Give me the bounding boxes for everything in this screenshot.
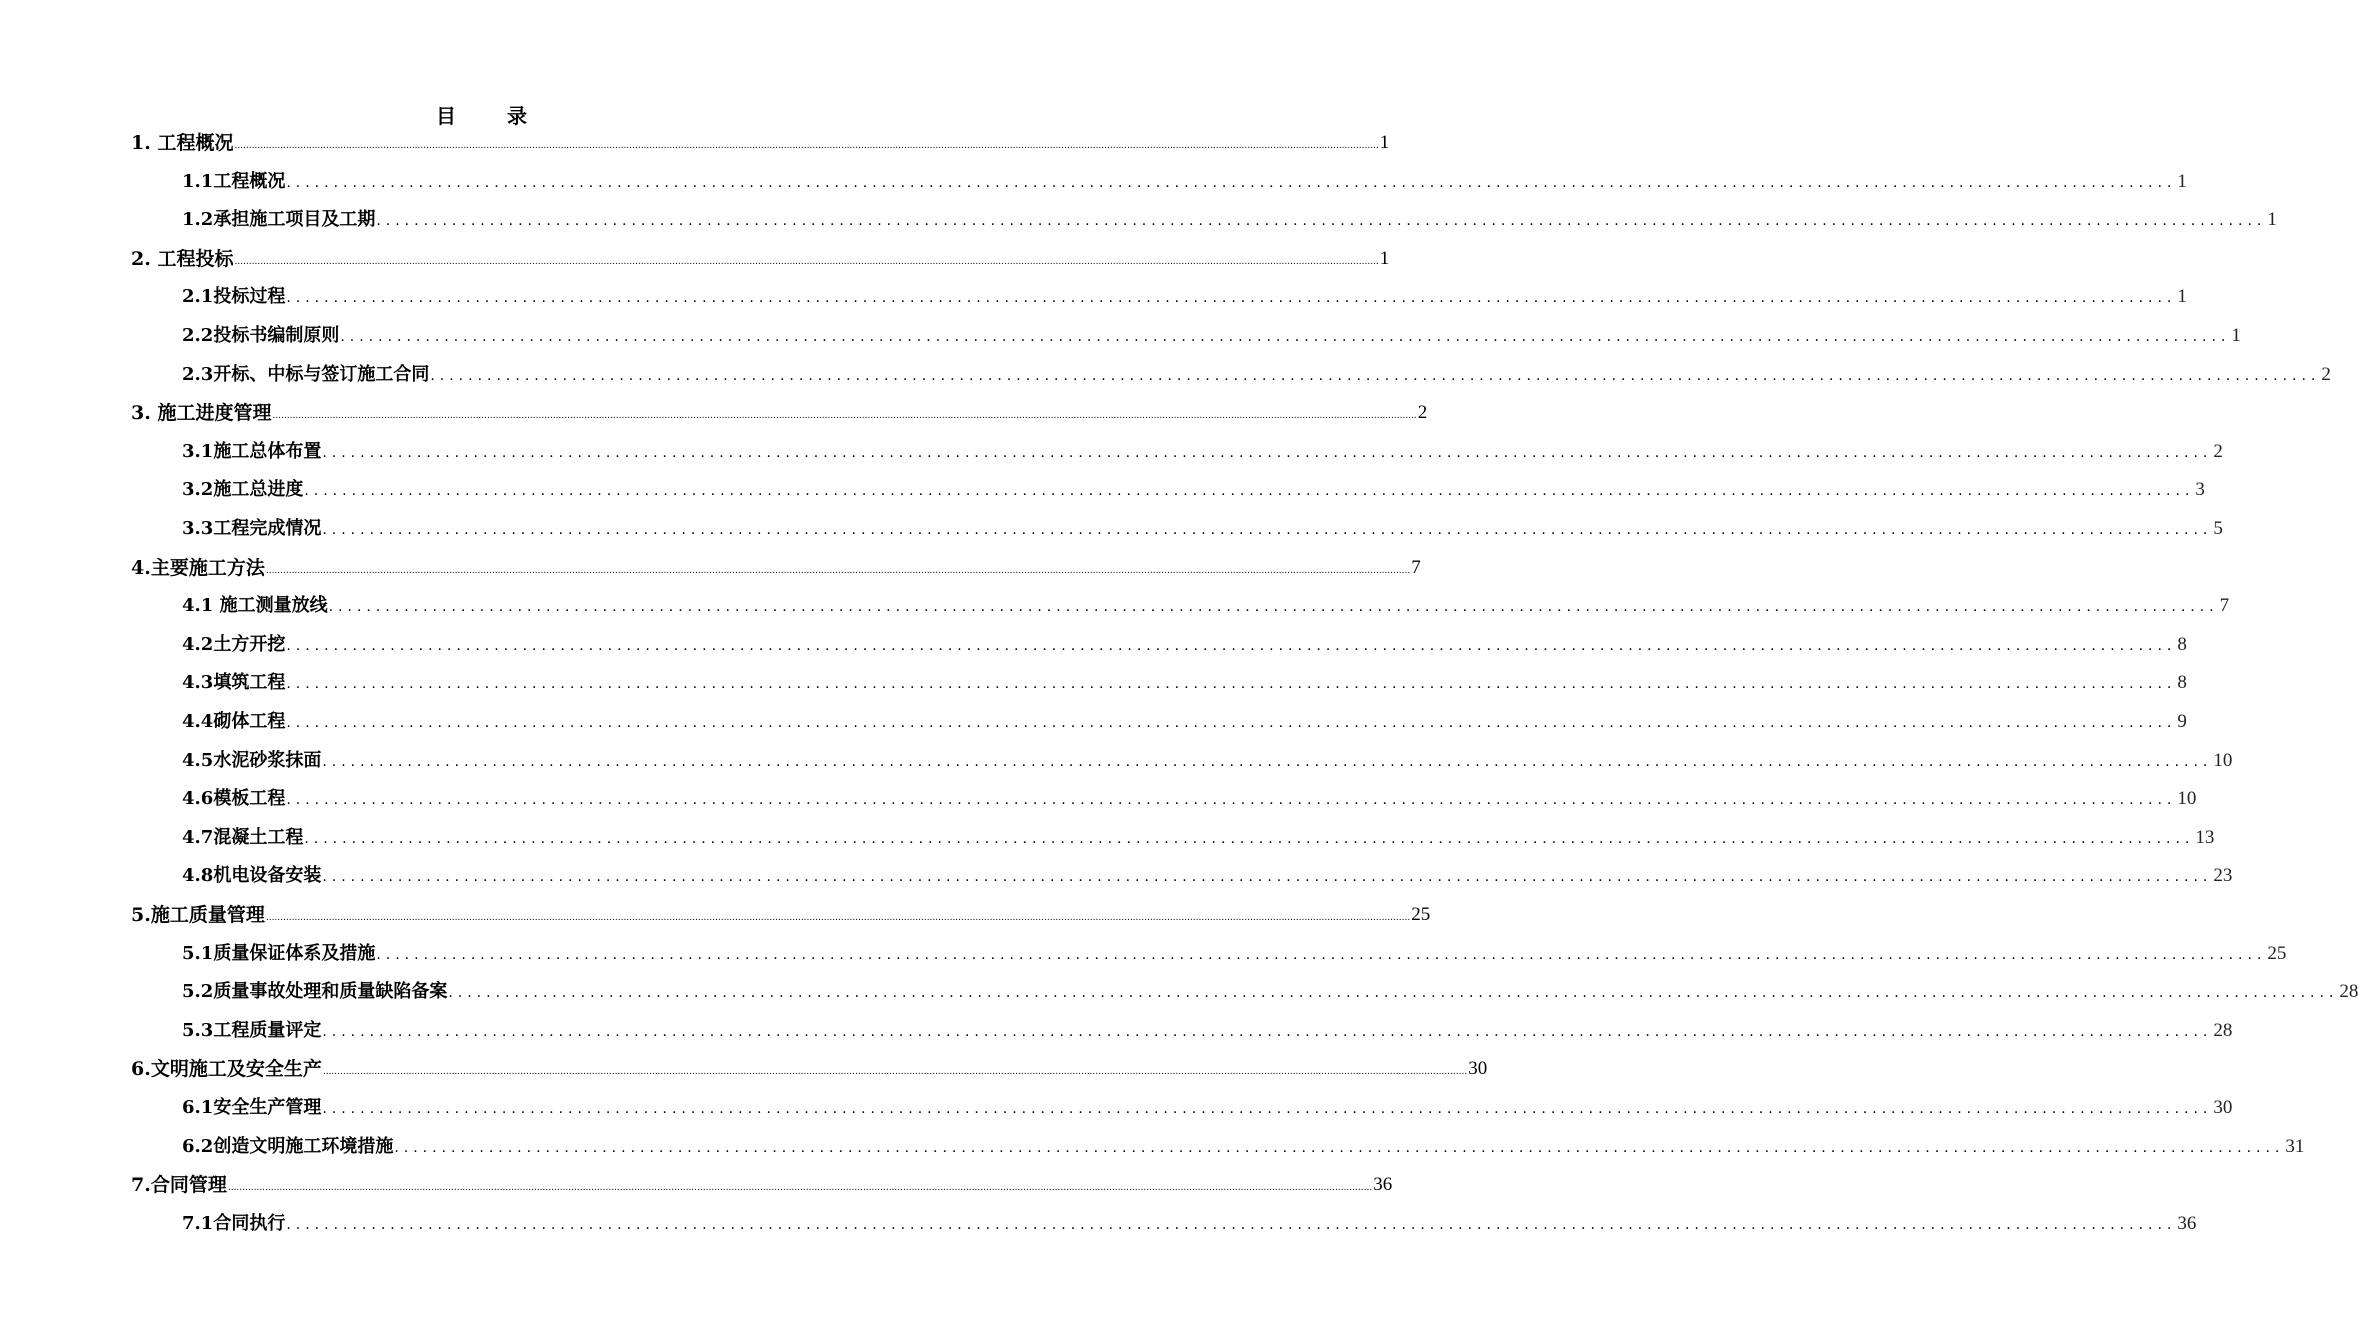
toc-dot-leader: ........................................................................................................................................................................................................ <box>430 367 2321 384</box>
toc-page-number: 28 <box>2339 981 2358 1003</box>
toc-dot-leader: ........................................................................................................................................................................................................ <box>322 1101 2213 1117</box>
toc-section-entry[interactable] <box>182 475 2205 505</box>
toc-dot-leader: ................................................................................................................................................................................................................................................................................................................................................................................................................ <box>265 913 1411 923</box>
toc-entry-label: 4.2土方开挖 <box>182 633 286 655</box>
toc-page-number: 8 <box>2177 633 2187 655</box>
toc-entry-label: 2.1投标过程 <box>182 286 286 308</box>
toc-dot-leader: ........................................................................................................................................................................................................ <box>340 329 2231 345</box>
toc-entry-label: 4.4砌体工程 <box>182 711 286 732</box>
toc-entry-label: 3. 施工进度管理 <box>131 402 272 425</box>
toc-section-entry[interactable] <box>182 1016 2233 1046</box>
toc-dot-leader: ................................................................................................................................................................................................................................................................................................................................................................................................................ <box>234 256 1379 267</box>
toc-section-entry[interactable] <box>182 167 2187 197</box>
toc-entry-label: 5.2质量事故处理和质量缺陷备案 <box>182 981 448 1003</box>
toc-entry-label: 2.3开标、中标与签订施工合同 <box>182 363 430 385</box>
toc-section-entry[interactable] <box>182 630 2187 660</box>
toc-dot-leader: ........................................................................................................................................................................................................ <box>286 676 2177 693</box>
toc-entry-label: 4.1 施工测量放线 <box>182 595 328 617</box>
toc-page-number: 2 <box>2321 363 2331 385</box>
toc-dot-leader: ................................................................................................................................................................................................................................................................................................................................................................................................................ <box>265 565 1411 576</box>
toc-page-number: 7 <box>2219 595 2230 617</box>
toc-chapter-entry[interactable] <box>131 553 1421 583</box>
toc-section-entry[interactable] <box>182 1093 2233 1123</box>
toc-chapter-entry[interactable] <box>131 1054 1488 1084</box>
toc-page-number: 10 <box>2177 788 2197 810</box>
toc-entry-label: 4.3填筑工程 <box>182 672 286 694</box>
toc-entry-label: 1. 工程概况 <box>131 132 234 154</box>
toc-dot-leader: ........................................................................................................................................................................................................ <box>286 715 2177 731</box>
toc-section-entry[interactable] <box>182 668 2187 698</box>
toc-page-number: 30 <box>1468 1058 1488 1080</box>
toc-entry-label: 5.1质量保证体系及措施 <box>182 942 376 964</box>
toc-section-entry[interactable] <box>182 321 2241 351</box>
toc-page-number: 9 <box>2177 711 2187 732</box>
toc-dot-leader: ........................................................................................................................................................................................................ <box>376 946 2267 963</box>
toc-page-number: 7 <box>1411 556 1421 578</box>
toc-entry-label: 6.文明施工及安全生产 <box>131 1058 322 1081</box>
toc-chapter-entry[interactable] <box>131 244 1390 274</box>
toc-page-number: 1 <box>2267 209 2277 231</box>
toc-dot-leader: ........................................................................................................................................................................................................ <box>376 213 2267 230</box>
toc-section-entry[interactable] <box>182 514 2223 544</box>
toc-section-entry[interactable] <box>182 939 2287 969</box>
toc-page-number: 25 <box>1411 904 1431 925</box>
toc-entry-label: 2. 工程投标 <box>131 247 234 270</box>
toc-dot-leader: ........................................................................................................................................................................................................ <box>322 1023 2213 1040</box>
toc-entry-label: 4.5水泥砂浆抹面 <box>182 749 322 771</box>
toc-page-number: 2 <box>2213 440 2223 462</box>
toc-chapter-entry[interactable] <box>131 1170 1393 1200</box>
toc-page-number: 5 <box>2213 518 2223 539</box>
toc-page-number: 1 <box>2177 170 2187 192</box>
toc-section-entry[interactable] <box>182 977 2358 1007</box>
toc-entry-label: 3.1施工总体布置 <box>182 440 322 462</box>
toc-dot-leader: ........................................................................................................................................................................................................ <box>304 483 2195 500</box>
toc-dot-leader: ........................................................................................................................................................................................................ <box>304 830 2195 847</box>
toc-entry-label: 4.6模板工程 <box>182 788 286 810</box>
toc-entry-label: 3.3工程完成情况 <box>182 518 322 539</box>
toc-section-entry[interactable] <box>182 707 2187 737</box>
toc-dot-leader: ........................................................................................................................................................................................................ <box>286 792 2177 809</box>
toc-page-number: 28 <box>2213 1019 2233 1041</box>
toc-dot-leader: ................................................................................................................................................................................................................................................................................................................................................................................................................ <box>234 141 1379 151</box>
toc-dot-leader: ........................................................................................................................................................................................................ <box>322 444 2213 461</box>
toc-page-number: 23 <box>2213 865 2233 887</box>
toc-chapter-entry[interactable] <box>131 900 1431 930</box>
toc-page-number: 1 <box>1379 132 1390 153</box>
toc-dot-leader: ........................................................................................................................................................................................................ <box>286 637 2177 654</box>
toc-entry-label: 3.2施工总进度 <box>182 479 304 501</box>
toc-chapter-entry[interactable] <box>131 128 1390 158</box>
toc-section-entry[interactable] <box>182 1132 2305 1162</box>
toc-entry-label: 7.合同管理 <box>131 1174 227 1197</box>
toc-section-entry[interactable] <box>182 360 2331 390</box>
toc-section-entry[interactable] <box>182 861 2233 891</box>
toc-dot-leader: ........................................................................................................................................................................................................ <box>394 1139 2285 1156</box>
toc-section-entry[interactable] <box>182 591 2230 621</box>
toc-entry-label: 4.主要施工方法 <box>131 556 265 579</box>
toc-page-number: 8 <box>2177 672 2187 694</box>
toc-dot-leader: ........................................................................................................................................................................................................ <box>322 753 2213 770</box>
toc-page-number: 36 <box>1373 1174 1393 1196</box>
toc-page-number: 31 <box>2285 1135 2305 1157</box>
toc-section-entry[interactable] <box>182 823 2215 853</box>
toc-dot-leader: ................................................................................................................................................................................................................................................................................................................................................................................................................ <box>227 1183 1373 1194</box>
toc-section-entry[interactable] <box>182 1209 2197 1239</box>
toc-chapter-entry[interactable] <box>131 398 1428 428</box>
toc-entry-label: 4.8机电设备安装 <box>182 865 322 887</box>
toc-page-number: 1 <box>2177 286 2187 308</box>
toc-dot-leader: ........................................................................................................................................................................................................ <box>286 174 2177 191</box>
toc-page-number: 1 <box>2231 325 2241 346</box>
toc-section-entry[interactable] <box>182 746 2233 776</box>
toc-entry-label: 7.1合同执行 <box>182 1212 286 1234</box>
toc-dot-leader: ........................................................................................................................................................................................................ <box>286 1216 2177 1233</box>
toc-page-number: 25 <box>2267 942 2287 964</box>
toc-dot-leader: ........................................................................................................................................................................................................ <box>328 599 2219 616</box>
toc-entry-label: 5.3工程质量评定 <box>182 1019 322 1041</box>
toc-dot-leader: ................................................................................................................................................................................................................................................................................................................................................................................................................ <box>322 1067 1468 1078</box>
toc-dot-leader: ................................................................................................................................................................................................................................................................................................................................................................................................................ <box>272 411 1417 422</box>
toc-entry-label: 1.2承担施工项目及工期 <box>182 209 376 231</box>
page-title: 目 录 <box>436 104 549 128</box>
toc-entry-label: 2.2投标书编制原则 <box>182 325 340 346</box>
toc-entry-label: 6.1安全生产管理 <box>182 1097 322 1118</box>
toc-section-entry[interactable] <box>182 282 2187 312</box>
toc-entry-label: 6.2创造文明施工环境措施 <box>182 1135 394 1157</box>
toc-section-entry[interactable] <box>182 437 2223 467</box>
toc-dot-leader: ........................................................................................................................................................................................................ <box>286 290 2177 307</box>
toc-entry-label: 5.施工质量管理 <box>131 904 265 926</box>
toc-entry-label: 4.7混凝土工程 <box>182 826 304 848</box>
toc-page-number: 1 <box>1379 247 1390 269</box>
toc-page-number: 13 <box>2195 826 2215 848</box>
toc-page-number: 30 <box>2213 1097 2233 1118</box>
toc-dot-leader: ........................................................................................................................................................................................................ <box>322 869 2213 886</box>
toc-section-entry[interactable] <box>182 784 2197 814</box>
toc-page-number: 3 <box>2195 479 2205 501</box>
toc-section-entry[interactable] <box>182 205 2277 235</box>
toc-entry-label: 1.1工程概况 <box>182 170 286 192</box>
toc-page-number: 10 <box>2213 749 2233 771</box>
toc-page-number: 36 <box>2177 1212 2197 1234</box>
toc-page-number: 2 <box>1417 402 1428 424</box>
toc-dot-leader: ........................................................................................................................................................................................................ <box>448 985 2339 1002</box>
toc-dot-leader: ........................................................................................................................................................................................................ <box>322 522 2213 538</box>
